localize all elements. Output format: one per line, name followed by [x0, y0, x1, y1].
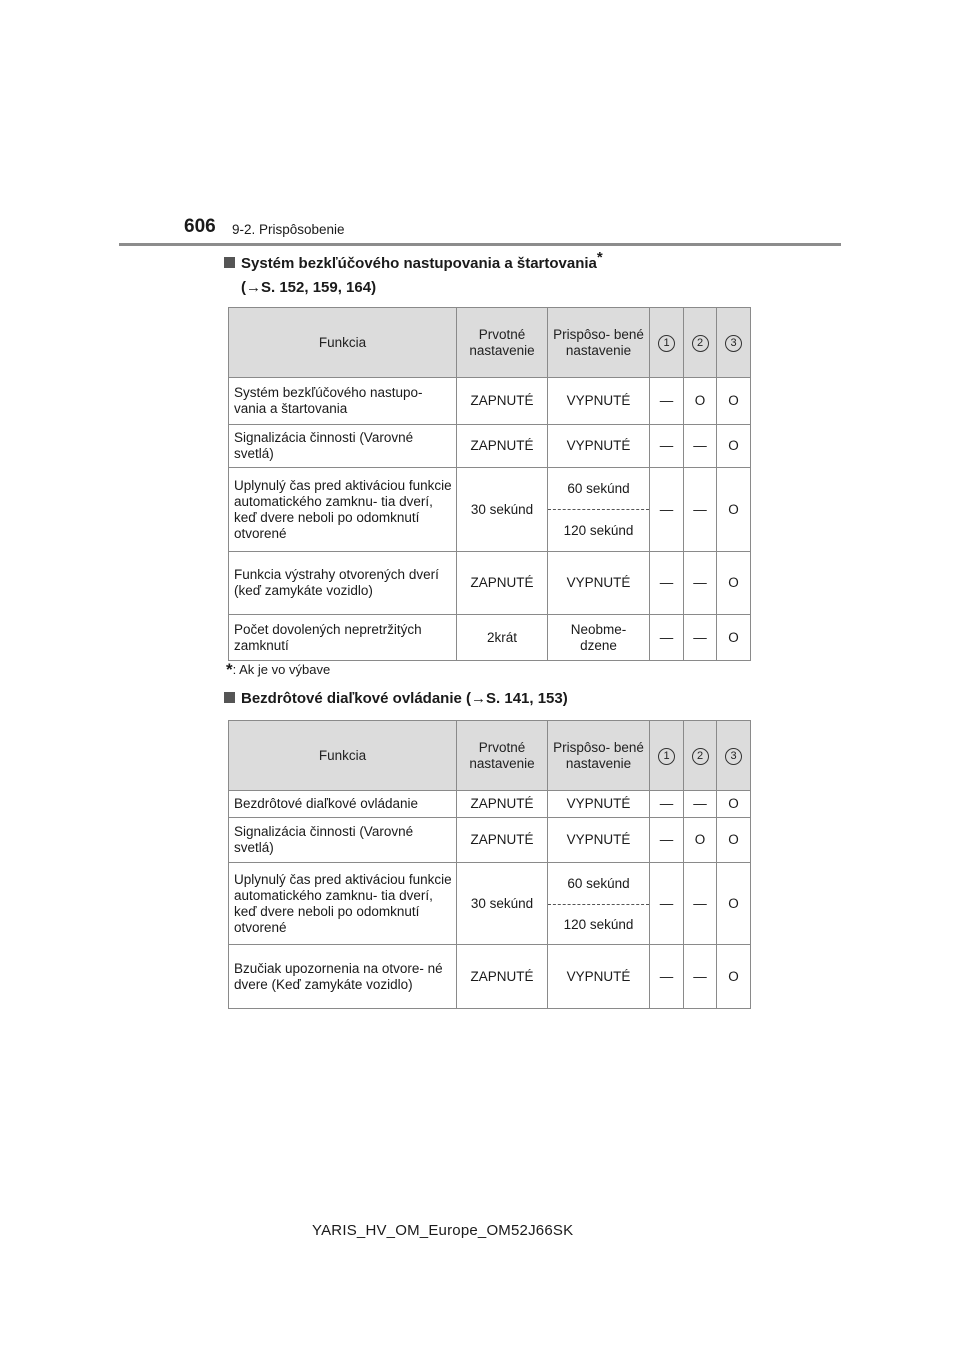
row-function: Signalizácia činnosti (Varovné svetlá)	[229, 818, 457, 863]
row-c3: O	[717, 818, 751, 863]
row-c3: O	[717, 791, 751, 818]
row-c2: —	[684, 615, 717, 661]
footnote	[226, 660, 330, 680]
row-function: Funkcia výstrahy otvorených dverí (keď zamykáte vozidlo)	[229, 552, 457, 615]
row-function: Počet dovolených nepretržitých zamknutí	[229, 615, 457, 661]
row-c3: O	[717, 552, 751, 615]
table-row	[229, 425, 751, 468]
column-custom: Prispôso- bené nastavenie	[548, 308, 650, 378]
row-c2: —	[684, 552, 717, 615]
section1-reference: (→S. 152, 159, 164)	[241, 279, 377, 296]
row-default: 30 sekúnd	[457, 468, 548, 552]
row-c1: —	[650, 425, 684, 468]
row-c2: —	[684, 791, 717, 818]
column-custom: Prispôso- bené nastavenie	[548, 721, 650, 791]
row-custom: VYPNUTÉ	[548, 552, 650, 615]
row-default: ZAPNUTÉ	[457, 378, 548, 425]
row-c3: O	[717, 468, 751, 552]
column-default: Prvotné nastavenie	[457, 721, 548, 791]
square-bullet-icon	[224, 692, 235, 703]
row-c1: —	[650, 552, 684, 615]
row-c3: O	[717, 615, 751, 661]
table-header-row	[229, 721, 751, 791]
section1-table	[228, 307, 751, 661]
row-c1: —	[650, 791, 684, 818]
row-c3: O	[717, 945, 751, 1009]
table-header-row	[229, 308, 751, 378]
table-row	[229, 468, 751, 510]
section-title: 9-2. Prispôsobenie	[232, 222, 345, 237]
row-custom: VYPNUTÉ	[548, 818, 650, 863]
row-c1: —	[650, 818, 684, 863]
row-custom-b: 120 sekúnd	[548, 510, 650, 552]
page-number: 606	[184, 216, 216, 237]
row-default: ZAPNUTÉ	[457, 945, 548, 1009]
row-c3: O	[717, 425, 751, 468]
row-function: Uplynulý čas pred aktiváciou funkcie automatického zamknu- tia dverí, keď dvere neboli po odomknutí otvorené	[229, 468, 457, 552]
circled-1-icon: 1	[658, 335, 675, 352]
row-custom: VYPNUTÉ	[548, 425, 650, 468]
circled-2-icon: 2	[692, 335, 709, 352]
row-c2: —	[684, 425, 717, 468]
column-function: Funkcia	[229, 721, 457, 791]
row-function: Bezdrôtové diaľkové ovládanie	[229, 791, 457, 818]
section2-table	[228, 720, 751, 1009]
row-c2: —	[684, 945, 717, 1009]
table-row	[229, 552, 751, 615]
column-1	[650, 721, 684, 791]
row-custom: Neobme- dzene	[548, 615, 650, 661]
row-default: 2krát	[457, 615, 548, 661]
footnote-text: : Ak je vo výbave	[232, 662, 331, 677]
row-c3: O	[717, 378, 751, 425]
row-c1: —	[650, 863, 684, 945]
row-default: ZAPNUTÉ	[457, 791, 548, 818]
row-default: 30 sekúnd	[457, 863, 548, 945]
section1-title-mark: *	[596, 249, 603, 266]
column-2	[684, 308, 717, 378]
row-default: ZAPNUTÉ	[457, 552, 548, 615]
column-2	[684, 721, 717, 791]
row-c1: —	[650, 615, 684, 661]
circled-3-icon: 3	[725, 335, 742, 352]
row-c2: O	[684, 818, 717, 863]
section1-heading	[224, 249, 603, 300]
row-c2: O	[684, 378, 717, 425]
table-row	[229, 863, 751, 905]
row-custom-a: 60 sekúnd	[548, 863, 650, 905]
row-default: ZAPNUTÉ	[457, 425, 548, 468]
table-row	[229, 818, 751, 863]
document-id: YARIS_HV_OM_Europe_OM52J66SK	[312, 1222, 574, 1239]
section1-title: Systém bezkľúčového nastupovania a štartovania	[241, 255, 597, 272]
circled-1-icon: 1	[658, 748, 675, 765]
section2-title: Bezdrôtové diaľkové ovládanie (→S. 141, 153)	[241, 690, 568, 707]
row-c1: —	[650, 945, 684, 1009]
column-function: Funkcia	[229, 308, 457, 378]
circled-3-icon: 3	[725, 748, 742, 765]
row-c2: —	[684, 863, 717, 945]
table-row	[229, 615, 751, 661]
square-bullet-icon	[224, 257, 235, 268]
table-row	[229, 791, 751, 818]
row-custom: VYPNUTÉ	[548, 378, 650, 425]
row-function: Bzučiak upozornenia na otvore- né dvere (Keď zamykáte vozidlo)	[229, 945, 457, 1009]
row-c1: —	[650, 468, 684, 552]
footnote-mark: *	[226, 660, 233, 679]
column-3	[717, 308, 751, 378]
row-custom-a: 60 sekúnd	[548, 468, 650, 510]
section2-heading	[224, 687, 568, 711]
table-row	[229, 378, 751, 425]
row-function: Systém bezkľúčového nastupo- vania a štartovania	[229, 378, 457, 425]
table-row	[229, 945, 751, 1009]
circled-2-icon: 2	[692, 748, 709, 765]
header-rule	[119, 243, 841, 246]
row-c3: O	[717, 863, 751, 945]
row-c2: —	[684, 468, 717, 552]
row-custom-b: 120 sekúnd	[548, 905, 650, 945]
row-function: Signalizácia činnosti (Varovné svetlá)	[229, 425, 457, 468]
column-3	[717, 721, 751, 791]
column-default: Prvotné nastavenie	[457, 308, 548, 378]
row-custom: VYPNUTÉ	[548, 791, 650, 818]
row-custom: VYPNUTÉ	[548, 945, 650, 1009]
row-c1: —	[650, 378, 684, 425]
row-function: Uplynulý čas pred aktiváciou funkcie automatického zamknu- tia dverí, keď dvere neboli po odomknutí otvorené	[229, 863, 457, 945]
row-default: ZAPNUTÉ	[457, 818, 548, 863]
column-1	[650, 308, 684, 378]
